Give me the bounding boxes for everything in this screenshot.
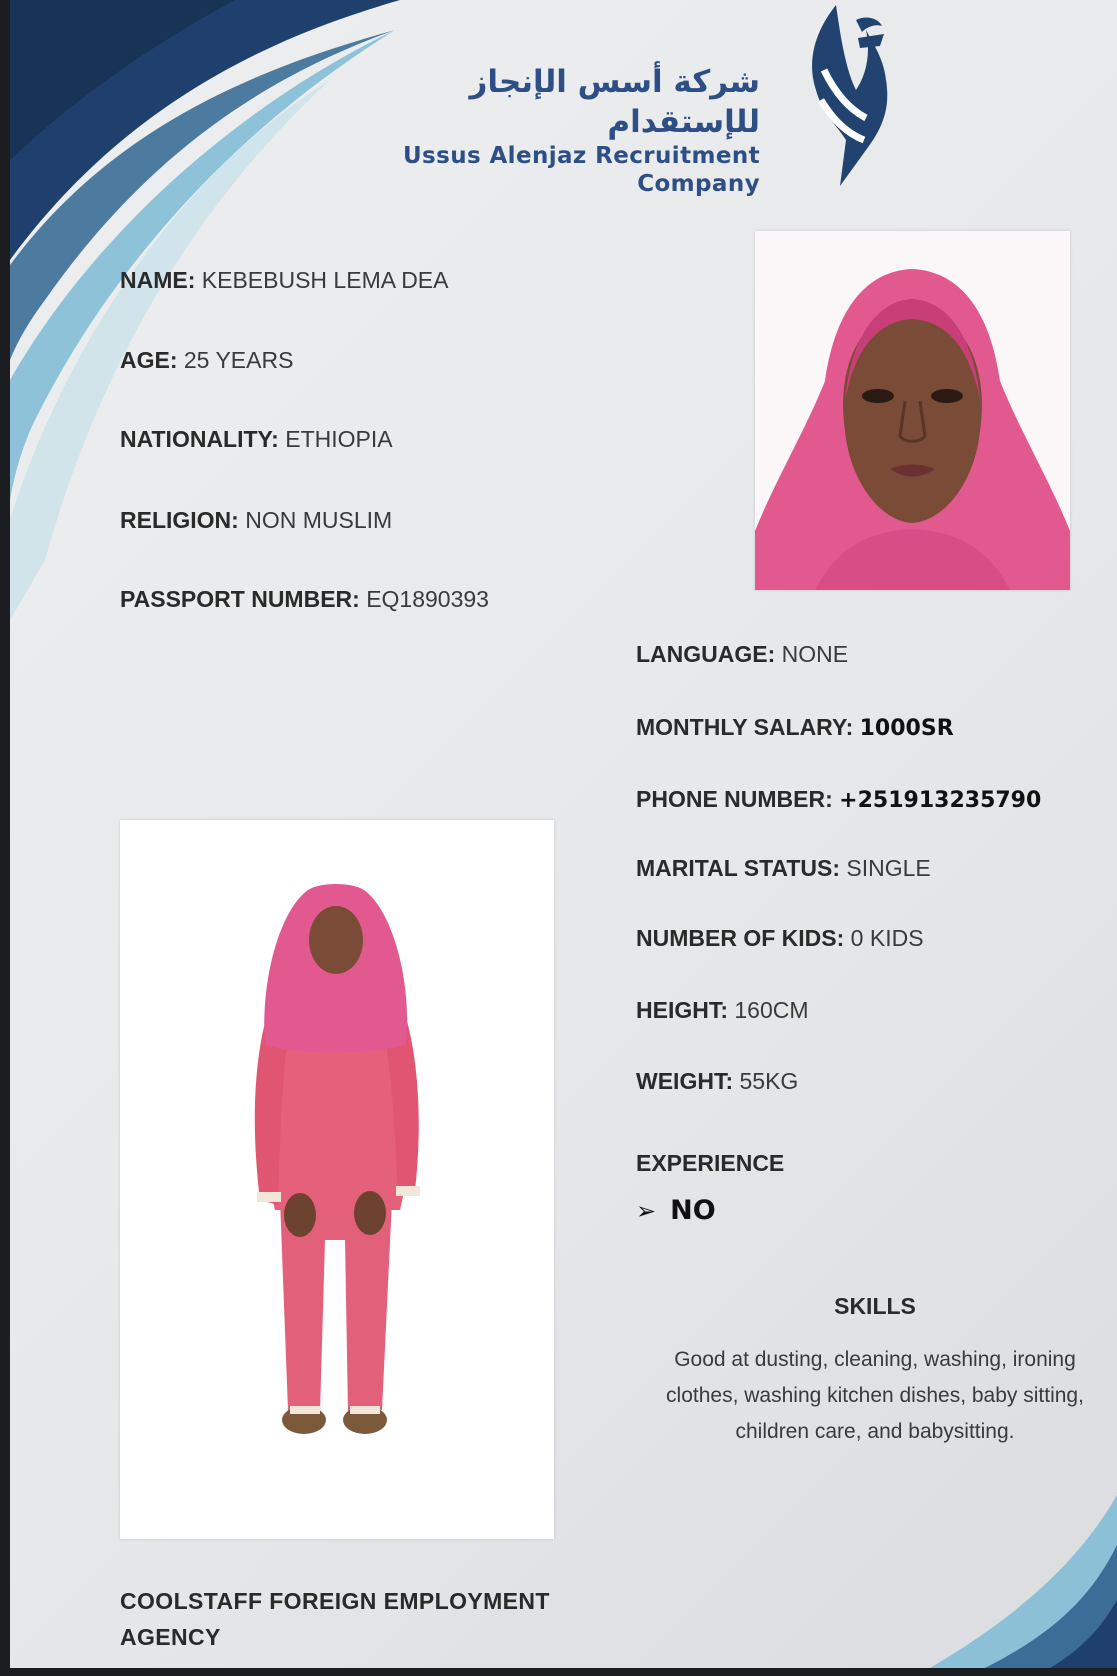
- company-header: [320, 62, 760, 198]
- skills-text: Good at dusting, cleaning, washing, ironing clothes, washing kitchen dishes, baby sitting, children care, and babysitting.: [666, 1348, 1084, 1443]
- field-marital-status-value: SINGLE: [846, 855, 931, 881]
- field-language: [636, 640, 848, 668]
- field-nationality-value: ETHIOPIA: [285, 426, 393, 452]
- company-logo-icon: [796, 0, 896, 190]
- field-religion-label: RELIGION:: [120, 507, 239, 533]
- portrait-illustration: [755, 231, 1070, 590]
- field-salary: [636, 713, 954, 743]
- field-passport-label: PASSPORT NUMBER:: [120, 586, 360, 612]
- field-kids-value: 0 KIDS: [850, 925, 924, 951]
- field-weight: [636, 1067, 798, 1095]
- field-religion: [120, 506, 392, 534]
- passport-photo: [755, 231, 1070, 590]
- bottom-frame-border: [0, 1668, 1117, 1676]
- company-name-arabic: شركة أسس الإنجاز للإستقدام: [469, 64, 760, 140]
- agency-name: [120, 1583, 600, 1655]
- field-age: [120, 346, 293, 374]
- field-phone-label: PHONE NUMBER:: [636, 786, 833, 812]
- agency-name-line2: AGENCY: [120, 1624, 221, 1650]
- field-name-label: NAME:: [120, 267, 196, 293]
- experience-title: EXPERIENCE: [636, 1150, 785, 1176]
- field-height: [636, 996, 809, 1024]
- field-name-value: KEBEBUSH LEMA DEA: [201, 267, 449, 293]
- skills-title: SKILLS: [834, 1293, 916, 1319]
- full-body-photo: [120, 820, 554, 1539]
- field-height-value: 160CM: [734, 997, 809, 1023]
- field-age-label: AGE:: [120, 347, 178, 373]
- field-religion-value: NON MUSLIM: [245, 507, 393, 533]
- field-marital-status-label: MARITAL STATUS:: [636, 855, 840, 881]
- field-language-label: LANGUAGE:: [636, 641, 776, 667]
- field-language-value: NONE: [781, 641, 849, 667]
- field-salary-label: MONTHLY SALARY:: [636, 714, 854, 740]
- field-age-value: 25 YEARS: [183, 347, 294, 373]
- experience-value: NO: [670, 1195, 716, 1226]
- experience-item: [636, 1195, 716, 1226]
- field-marital-status: [636, 854, 931, 882]
- field-passport-value: EQ1890393: [366, 586, 489, 612]
- field-salary-value: 1000SR: [859, 716, 954, 741]
- field-phone: [636, 785, 1041, 815]
- company-name-english: Ussus Alenjaz Recruitment Company: [402, 143, 760, 197]
- field-phone-value: +251913235790: [839, 788, 1042, 813]
- arrow-bullet-icon: ➢: [636, 1197, 657, 1225]
- field-kids-label: NUMBER OF KIDS:: [636, 925, 845, 951]
- field-kids: [636, 924, 924, 952]
- field-name: [120, 266, 448, 294]
- full-body-illustration: [120, 820, 554, 1539]
- field-weight-label: WEIGHT:: [636, 1068, 734, 1094]
- agency-name-line1: COOLSTAFF FOREIGN EMPLOYMENT: [120, 1588, 550, 1614]
- field-weight-value: 55KG: [739, 1068, 799, 1094]
- field-passport: [120, 585, 489, 613]
- left-frame-border: [0, 0, 10, 1676]
- field-nationality-label: NATIONALITY:: [120, 426, 279, 452]
- field-height-label: HEIGHT:: [636, 997, 728, 1023]
- field-nationality: [120, 425, 393, 453]
